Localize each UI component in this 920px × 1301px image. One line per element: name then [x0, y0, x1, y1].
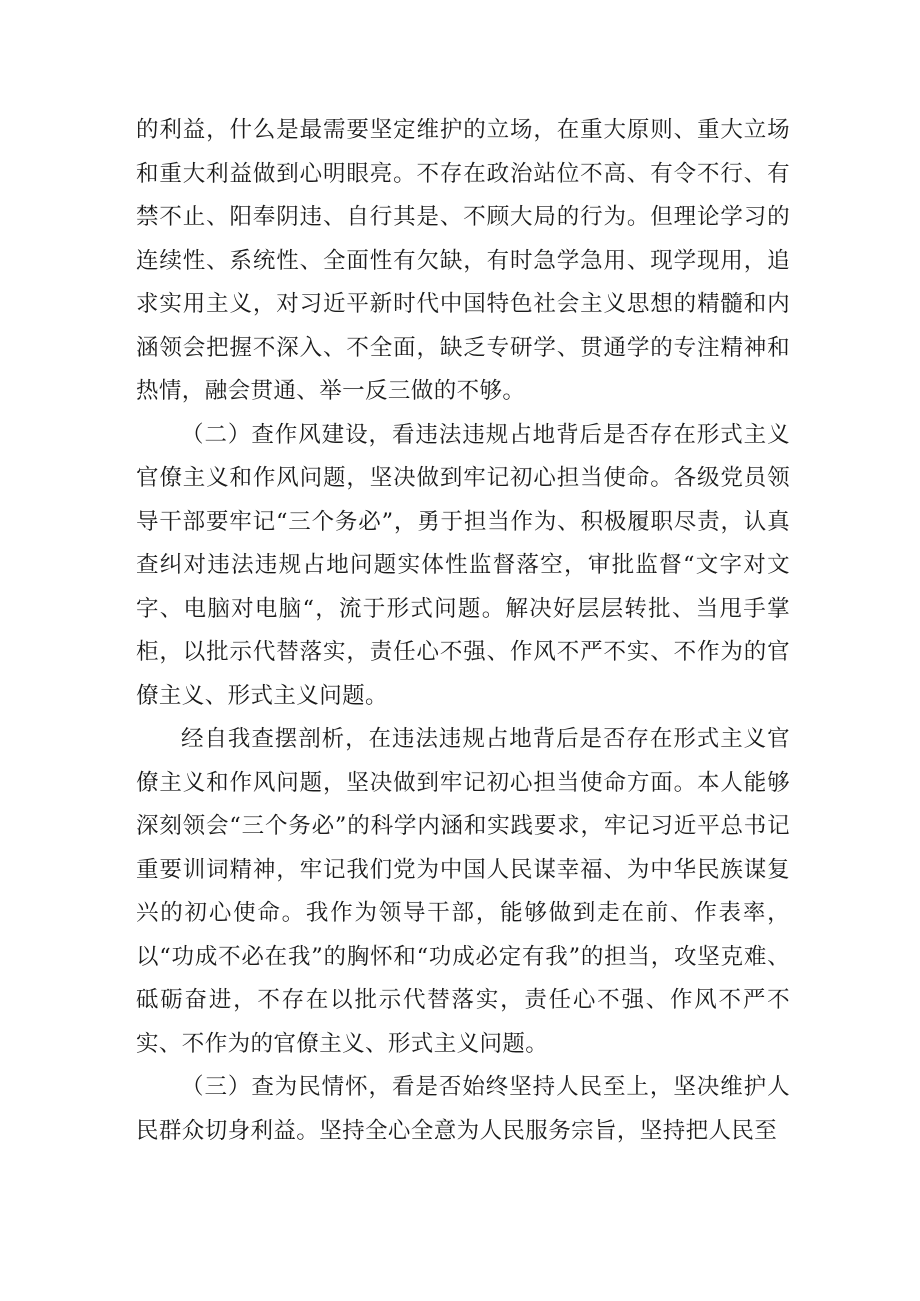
- paragraph-continuation: 的利益，什么是最需要坚定维护的立场，在重大原则、重大立场和重大利益做到心明眼亮。不存在政治站位不高、有令不行、有禁不止、阳奉阴违、自行其是、不顾大局的行为。但理论学习的连续性、系统性、全面性有欠缺，有时急学急用、现学现用，追求实用主义，对习近平新时代中国特色社会主义思想的精髓和内涵领会把握不深入、不全面，缺乏专研学、贯通学的专注精神和热情，融会贯通、举一反三做的不够。: [136, 117, 790, 404]
- document-body: [136, 109, 790, 1153]
- paragraph-section-three: （三）查为民情怀，看是否始终坚持人民至上，坚决维护人民群众切身利益。坚持全心全意为人民服务宗旨，坚持把人民至: [136, 1074, 790, 1144]
- paragraph-section-two: （二）查作风建设，看违法违规占地背后是否存在形式主义官僚主义和作风问题，坚决做到牢记初心担当使命。各级党员领导干部要牢记“三个务必”，勇于担当作为、积极履职尽责，认真查纠对违法违规占地问题实体性监督落空，审批监督“文字对文字、电脑对电脑“，流于形式问题。解决好层层转批、当甩手掌柜，以批示代替落实，责任心不强、作风不严不实、不作为的官僚主义、形式主义问题。: [136, 421, 790, 709]
- paragraph-self-review: 经自我查摆剖析，在违法违规占地背后是否存在形式主义官僚主义和作风问题，坚决做到牢记初心担当使命方面。本人能够深刻领会“三个务必”的科学内涵和实践要求，牢记习近平总书记重要训词精神，牢记我们党为中国人民谋幸福、为中华民族谋复兴的初心使命。我作为领导干部，能够做到走在前、作表率，以“功成不必在我”的胸怀和“功成必定有我”的担当，攻坚克难、砥砺奋进，不存在以批示代替落实，责任心不强、作风不严不实、不作为的官僚主义、形式主义问题。: [136, 726, 790, 1057]
